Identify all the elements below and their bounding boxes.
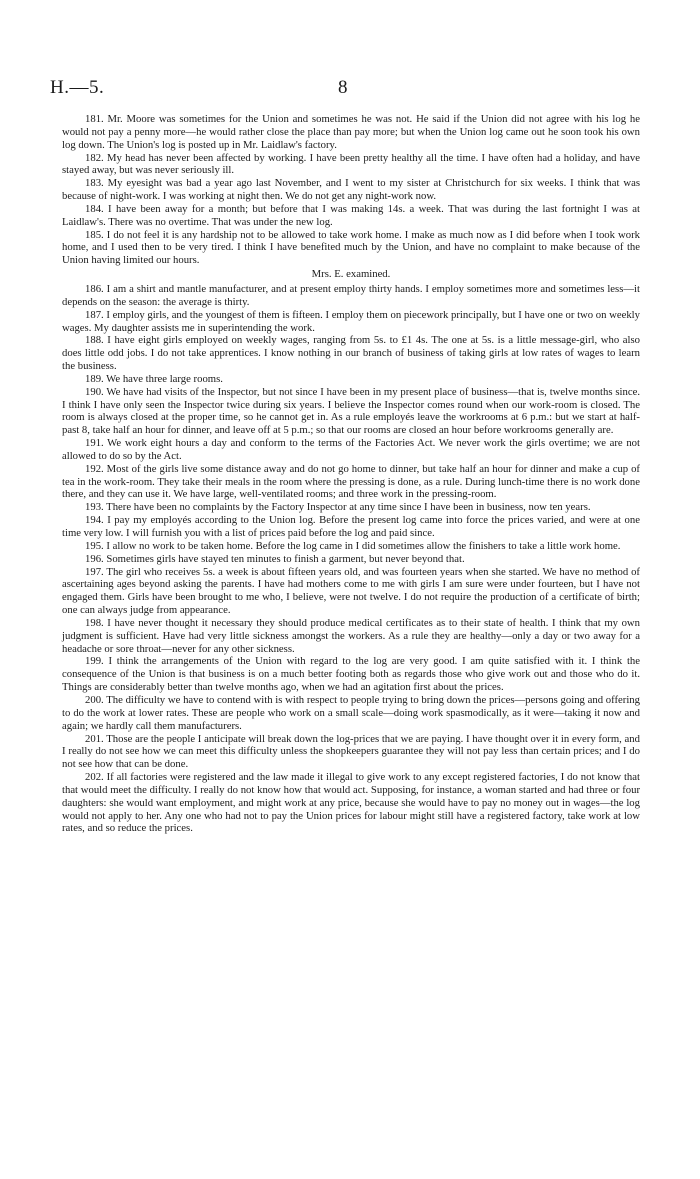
page-number: 8	[338, 77, 348, 98]
paragraph-200: 200. The difficulty we have to contend with is with respect to people trying to bring down the prices—persons going and offering to do the work at lower rates. These are people who work on a small scale—doing work spasmodically, as it were—taking it now and again; we hardly call them manufacturers.	[62, 693, 640, 732]
paragraph-197: 197. The girl who receives 5s. a week is about fifteen years old, and was fourteen years when she started. We have no method of ascertaining ages beyond asking the parents. I have had mothers come to me with girls I am sure were under fourteen, but I have not engaged them. Girls have been brought to me who, I believe, were not twelve. I do not require the production of a certificate of birth; one can always judge from appearance.	[62, 565, 640, 617]
paragraph-199: 199. I think the arrangements of the Union with regard to the log are very good. I am quite satisfied with it. I think the consequence of the Union is that business is on a much better footing both as regards those who give work out and those who do it. Things are considerably better than twelve months ago, when we had an agitation first about the prices.	[62, 655, 640, 694]
document-reference: H.—5.	[50, 77, 105, 98]
paragraph-185: 185. I do not feel it is any hardship not to be allowed to take work home. I make as much now as I did before when I took work home, and I used then to be very tired. I think I have benefited much by the Union, and have no complaint to make because of the Union having limited our hours.	[62, 228, 640, 267]
document-body	[62, 113, 640, 835]
paragraph-193: 193. There have been no complaints by the Factory Inspector at any time since I have been in business, now ten years.	[85, 501, 591, 514]
paragraph-184: 184. I have been away for a month; but before that I was making 14s. a week. That was during the last fortnight I was at Laidlaw's. There was no overtime. That was under the new log.	[62, 202, 640, 228]
paragraph-194: 194. I pay my employés according to the Union log. Before the present log came into force the prices varied, and were at one time very low. I will furnish you with a list of prices paid before the log and paid since.	[62, 514, 640, 539]
section-heading: Mrs. E. examined.	[311, 268, 391, 281]
paragraph-183: 183. My eyesight was bad a year ago last November, and I went to my sister at Christchurch for six weeks. I think that was because of night-work. I was working at night then. We do not get any night-work now.	[62, 177, 640, 203]
paragraph-188: 188. I have eight girls employed on weekly wages, ranging from 5s. to £1 4s. The one at 5s. is a little message-girl, who also does little odd jobs. I do not take apprentices. I know nothing in our branch of business of taking girls at low rates of wages to learn the business.	[62, 334, 640, 373]
paragraph-192: 192. Most of the girls live some distance away and do not go home to dinner, but take half an hour for dinner and make a cup of tea in the work-room. They take their meals in the room where the pressing is done, as a rule. During lunch-time there is no work done there, and they can use it. We have large, well-ventilated rooms; and three work in the pressing-room.	[62, 462, 640, 501]
paragraph-198: 198. I have never thought it necessary they should produce medical certificates as to their state of health. I think that my own judgment is sufficient. Have had very little sickness amongst the workers. As a rule they are healthy—only a day or two away for a headache or sore throat—never for any other sickness.	[62, 616, 640, 655]
paragraph-187: 187. I employ girls, and the youngest of them is fifteen. I employ them on piecework principally, but I have one or two on weekly wages. My daughter assists me in superintending the work.	[62, 308, 640, 334]
paragraph-181: 181. Mr. Moore was sometimes for the Union and sometimes he was not. He said if the Union did not agree with his log he would not pay a penny more—he would rather close the place than pay more; but when the Union log came out he soon took his own log down. The Union's log is posted up in Mr. Laidlaw's factory.	[62, 113, 640, 151]
paragraph-186: 186. I am a shirt and mantle manufacturer, and at present employ thirty hands. I employ sometimes more and sometimes less—it depends on the season: the average is thirty.	[62, 282, 640, 308]
paragraph-182: 182. My head has never been affected by working. I have been pretty healthy all the time. I have often had a holiday, and have stayed away, but was never seriously ill.	[62, 151, 640, 177]
paragraph-202: 202. If all factories were registered and the law made it illegal to give work to any except registered factories, I do not know that that would meet the difficulty. I really do not know how that would act. Supposing, for instance, a woman started and had three or four daughters: she would want employment, and might work at any price, because she would have to pay no money out in wages—the log would not apply to her. Any one who had not to pay the Union prices for labour might still have a registered factory, take work at low rates, and so reduce the prices.	[62, 771, 640, 835]
paragraph-195: 195. I allow no work to be taken home. Before the log came in I did sometimes allow the finishers to take a little work home.	[85, 539, 621, 552]
paragraph-201: 201. Those are the people I anticipate will break down the log-prices that we are paying. I have thought over it in every form, and I really do not see how we can meet this difficulty unless the shopkeepers guarantee they will not pay less than certain prices; and I do not see how that can be done.	[62, 732, 640, 771]
paragraph-189: 189. We have three large rooms.	[85, 372, 223, 385]
paragraph-196: 196. Sometimes girls have stayed ten minutes to finish a garment, but never beyond that.	[85, 552, 465, 565]
paragraph-190: 190. We have had visits of the Inspector, but not since I have been in my present place of business—that is, twelve months since. I think I have only seen the Inspector twice during six years. I believe the Inspector comes round when our work-room is closed. The room is always closed at the proper time, so he cannot get in. As a rule employés leave the workrooms at 6 p.m.: but we start at half-past 8, take half an hour for dinner, and leave off at 5 p.m.; so that our rooms are closed an hour before workrooms generally are.	[62, 385, 640, 437]
paragraph-191: 191. We work eight hours a day and conform to the terms of the Factories Act. We never work the girls overtime; we are not allowed to do so by the Act.	[62, 437, 640, 462]
